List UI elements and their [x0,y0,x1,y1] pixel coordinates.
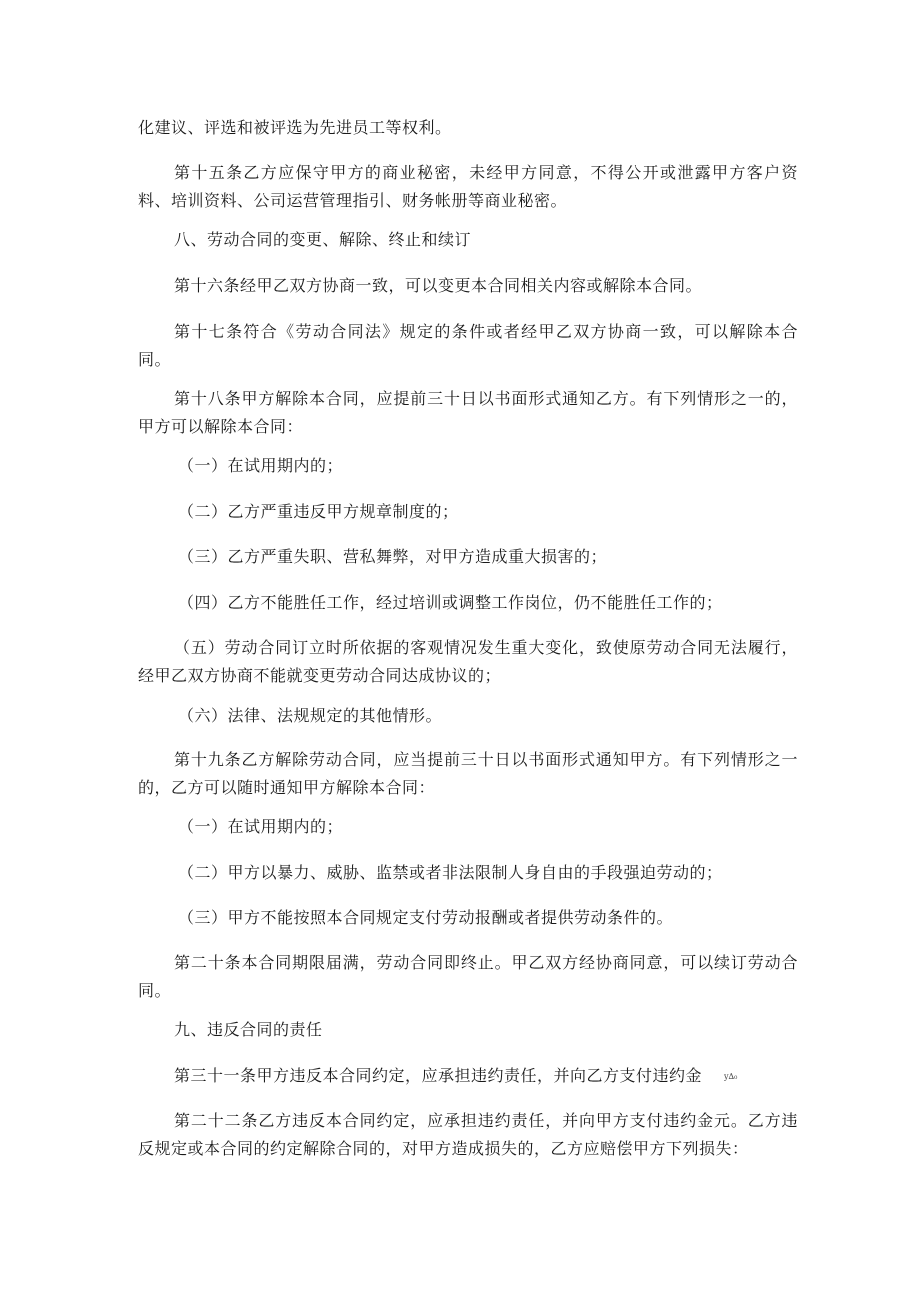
stray-mark: y∆₀ [724,1071,738,1081]
paragraph-continuation: 化建议、评选和被评选为先进员工等权利。 [138,118,452,137]
list-item: （二）乙方严重违反甲方规章制度的； [178,502,459,521]
article-31-text: 第三十一条甲方违反本合同约定，应承担违约责任，并向乙方支付违约金 [174,1066,703,1085]
article-22: 第二十二条乙方违反本合同约定，应承担违约责任，并向甲方支付违约金元。乙方违反规定或本合同的约定解除合同的，对甲方造成损失的，乙方应赔偿甲方下列损失： [138,1111,798,1158]
list-item: （三）甲方不能按照本合同规定支付劳动报酬或者提供劳动条件的。 [178,908,674,927]
article-20: 第二十条本合同期限届满，劳动合同即终止。甲乙双方经协商同意，可以续订劳动合同。 [138,953,798,1000]
article-17: 第十七条符合《劳动合同法》规定的条件或者经甲乙双方协商一致，可以解除本合同。 [138,322,798,369]
article-18: 第十八条甲方解除本合同，应提前三十日以书面形式通知乙方。有下列情形之一的，甲方可以解除本合同： [138,389,798,436]
section-heading-9: 九、违反合同的责任 [174,1020,323,1039]
list-item: （二）甲方以暴力、威胁、监禁或者非法限制人身自由的手段强迫劳动的； [178,863,723,882]
section-heading-8: 八、劳动合同的变更、解除、终止和续订 [174,230,472,249]
list-item: （一）在试用期内的； [178,817,344,836]
article-15: 第十五条乙方应保守甲方的商业秘密，未经甲方同意，不得公开或泄露甲方客户资料、培训资料、公司运营管理指引、财务帐册等商业秘密。 [138,163,798,210]
list-item: （六）法律、法规规定的其他情形。 [178,706,443,725]
list-item: （三）乙方严重失职、营私舞弊，对甲方造成重大损害的； [178,547,608,566]
list-item: （四）乙方不能胜任工作，经过培训或调整工作岗位，仍不能胜任工作的； [178,593,723,612]
list-item: （一）在试用期内的； [178,456,344,475]
article-31 [138,1062,798,1091]
article-19: 第十九条乙方解除劳动合同，应当提前三十日以书面形式通知甲方。有下列情形之一的，乙方可以随时通知甲方解除本合同： [138,750,798,797]
article-16: 第十六条经甲乙双方协商一致，可以变更本合同相关内容或解除本合同。 [174,276,703,295]
list-item: （五）劳动合同订立时所依据的客观情况发生重大变化，致使原劳动合同无法履行，经甲乙双方协商不能就变更劳动合同达成协议的； [138,638,798,685]
